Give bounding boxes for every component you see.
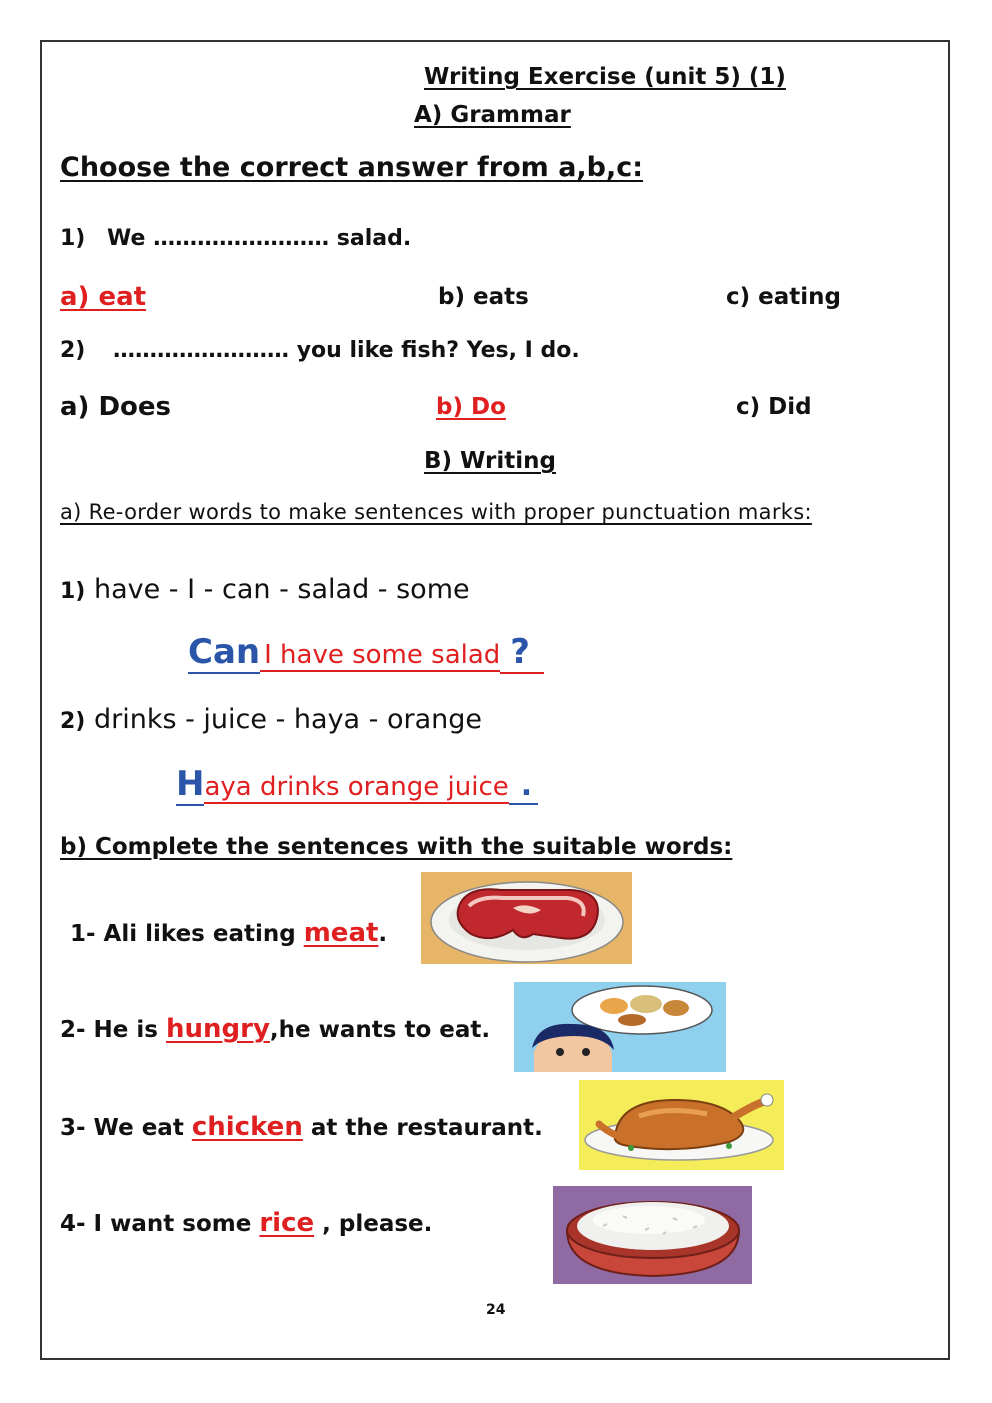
complete-2-after: ,he wants to eat. — [269, 1017, 491, 1043]
complete-1 — [70, 918, 387, 948]
reorder-1 — [60, 574, 470, 605]
q1-option-a: a) eat — [60, 282, 147, 312]
complete-4 — [60, 1208, 432, 1238]
worksheet-title: Writing Exercise (unit 5) (1) — [424, 64, 786, 90]
complete-3-answer: chicken — [191, 1112, 303, 1142]
q1-option-b: b) eats — [438, 284, 529, 310]
instruction-choose: Choose the correct answer from a,b,c: — [60, 152, 644, 183]
section-a-heading: A) Grammar — [414, 102, 571, 128]
q2-option-b: b) Do — [436, 394, 506, 420]
question-2-text: …………………… you like fish? Yes, I do. — [113, 338, 580, 363]
reorder-1-answer-punct: ? — [500, 632, 544, 674]
reorder-2-number: 2) — [60, 709, 86, 734]
question-1 — [60, 226, 411, 251]
complete-1-before: 1- Ali likes eating — [70, 921, 304, 947]
complete-3 — [60, 1112, 543, 1142]
complete-4-after: , please. — [314, 1211, 433, 1237]
complete-1-after: . — [378, 921, 388, 947]
reorder-2-answer-punct: . — [509, 768, 538, 805]
page-number: 24 — [486, 1302, 506, 1318]
reorder-2 — [60, 704, 482, 735]
reorder-1-words: have - I - can - salad - some — [93, 574, 470, 605]
meat-picture — [421, 872, 632, 964]
section-b-heading: B) Writing — [424, 448, 556, 474]
complete-2-answer: hungry — [166, 1014, 270, 1044]
question-2 — [60, 338, 580, 363]
reorder-1-number: 1) — [60, 579, 86, 604]
question-1-text: We …………………… salad. — [107, 226, 412, 251]
rice-picture — [553, 1186, 752, 1284]
q2-option-c: c) Did — [736, 394, 812, 420]
reorder-1-answer-first: Can — [188, 632, 261, 672]
reorder-2-answer-rest: aya drinks orange juice — [204, 772, 509, 802]
reorder-2-answer — [176, 764, 538, 804]
reorder-1-answer-rest: I have some salad — [260, 640, 500, 672]
hungry-boy-picture — [514, 982, 726, 1072]
complete-3-before: 3- We eat — [60, 1115, 192, 1141]
question-2-number: 2) — [60, 338, 86, 363]
complete-1-answer: meat — [303, 918, 379, 948]
reorder-1-answer — [188, 632, 544, 672]
instruction-complete: b) Complete the sentences with the suitable words: — [60, 834, 733, 860]
question-1-number: 1) — [60, 226, 86, 251]
q1-option-c: c) eating — [726, 284, 841, 310]
reorder-2-words: drinks - juice - haya - orange — [93, 704, 483, 735]
complete-4-before: 4- I want some — [60, 1211, 260, 1237]
complete-2 — [60, 1014, 490, 1044]
complete-2-before: 2- He is — [60, 1017, 166, 1043]
instruction-reorder: a) Re-order words to make sentences with proper punctuation marks: — [60, 500, 812, 524]
reorder-2-answer-first: H — [176, 764, 205, 804]
complete-4-answer: rice — [259, 1208, 315, 1238]
q2-option-a: a) Does — [60, 392, 172, 422]
complete-3-after: at the restaurant. — [302, 1115, 543, 1141]
chicken-picture — [579, 1080, 784, 1170]
